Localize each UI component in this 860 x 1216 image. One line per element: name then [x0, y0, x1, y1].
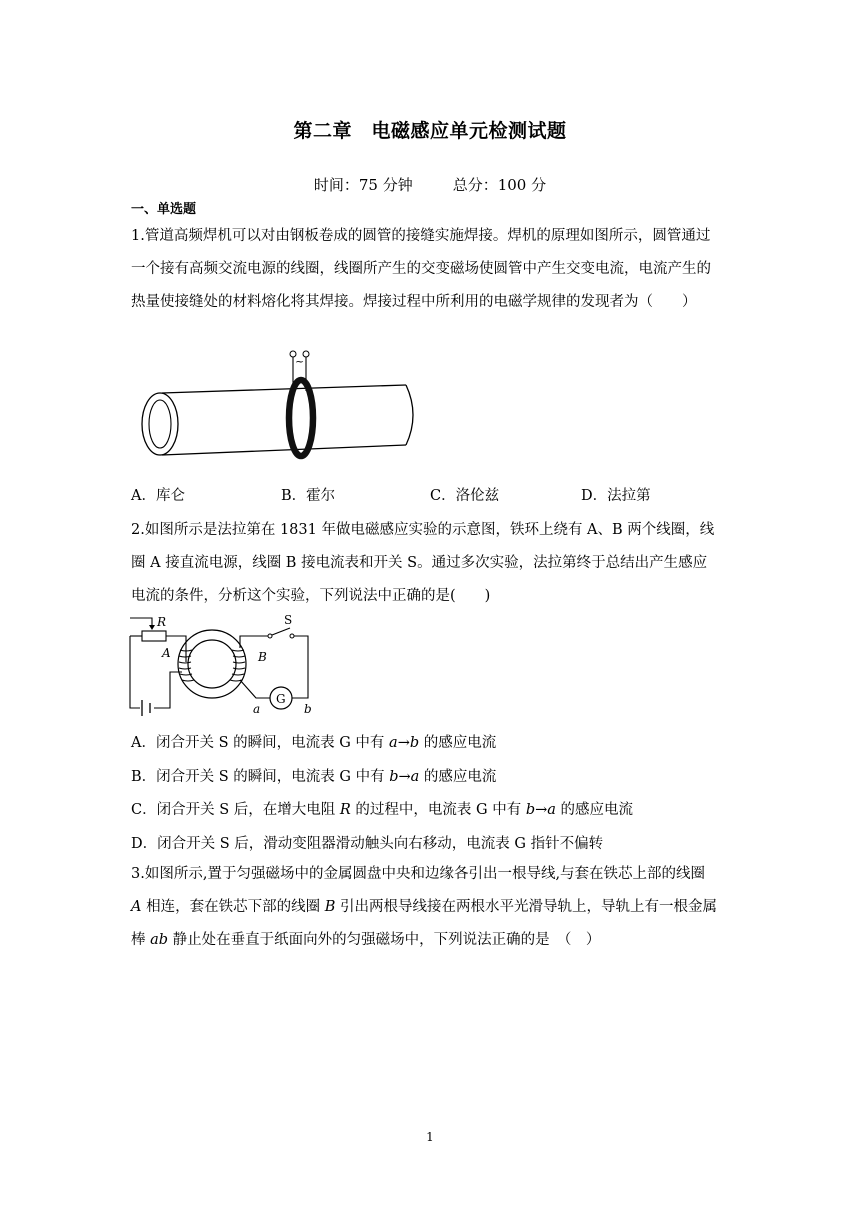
- question-1-line: 热量使接缝处的材料熔化将其焊接。焊接过程中所利用的电磁学规律的发现者为（ ）: [131, 294, 697, 310]
- faraday-ring-figure: [126, 614, 326, 718]
- question-1-stem: [131, 220, 731, 319]
- switch-label: S: [284, 614, 293, 627]
- question-1-line: 一个接有高频交流电源的线圈，线圈所产生的交变磁场使圆管中产生交变电流，电流产生的: [131, 261, 711, 277]
- coil-b-label: B: [258, 650, 267, 664]
- question-3-line: 棒 ab 静止处在垂直于纸面向外的匀强磁场中，下列说法正确的是 （ ）: [131, 932, 601, 948]
- question-2-option-c: C．闭合开关 S 后，在增大电阻 R 的过程中，电流表 G 中有 b→a 的感应电流: [131, 802, 633, 818]
- question-2-option-d: D．闭合开关 S 后，滑动变阻器滑动触头向右移动，电流表 G 指针不偏转: [131, 836, 604, 852]
- terminal-b-label: b: [304, 702, 312, 716]
- terminal-a-label: a: [253, 702, 261, 716]
- question-2-option-a: A．闭合开关 S 的瞬间，电流表 G 中有 a→b 的感应电流: [131, 735, 497, 751]
- exam-score: 总分：100 分: [452, 176, 547, 194]
- resistor-label: R: [157, 615, 167, 629]
- question-3-line: 3.如图所示,置于匀强磁场中的金属圆盘中央和边缘各引出一根导线,与套在铁芯上部的线圈: [131, 866, 706, 882]
- question-1-option-c: C．洛伦兹: [430, 488, 500, 504]
- question-1-option-b: B．霍尔: [281, 488, 336, 504]
- ac-source-symbol: ~: [295, 355, 305, 368]
- question-2-option-b: B．闭合开关 S 的瞬间，电流表 G 中有 b→a 的感应电流: [131, 769, 497, 785]
- exam-meta: [0, 174, 860, 195]
- page-number: 1: [426, 1130, 434, 1144]
- question-2-line: 2.如图所示是法拉第在 1831 年做电磁感应实验的示意图，铁环上绕有 A、B 两个线圈，线: [131, 522, 715, 538]
- question-3-stem: [131, 858, 731, 957]
- coil-a-label: A: [162, 646, 171, 660]
- section-heading: 一、单选题: [131, 202, 197, 217]
- galvanometer-label: G: [276, 692, 286, 706]
- pipe-coil-figure: [136, 345, 426, 460]
- question-2-line: 电流的条件，分析这个实验，下列说法中正确的是( ): [131, 588, 491, 604]
- question-3-line: A 相连，套在铁芯下部的线圈 B 引出两根导线接在两根水平光滑导轨上，导轨上有一根金属: [131, 899, 717, 915]
- page-title: 第二章 电磁感应单元检测试题: [293, 120, 567, 142]
- question-2-line: 圈 A 接直流电源，线圈 B 接电流表和开关 S。通过多次实验，法拉第终于总结出产生感应: [131, 555, 708, 571]
- question-1-line: 1.管道高频焊机可以对由钢板卷成的圆管的接缝实施焊接。焊机的原理如图所示，圆管通过: [131, 228, 711, 244]
- exam-time: 时间：75 分钟: [313, 176, 413, 194]
- question-1-option-d: D．法拉第: [581, 488, 651, 504]
- question-1-option-a: A．库仑: [131, 488, 185, 504]
- question-2-stem: [131, 514, 731, 613]
